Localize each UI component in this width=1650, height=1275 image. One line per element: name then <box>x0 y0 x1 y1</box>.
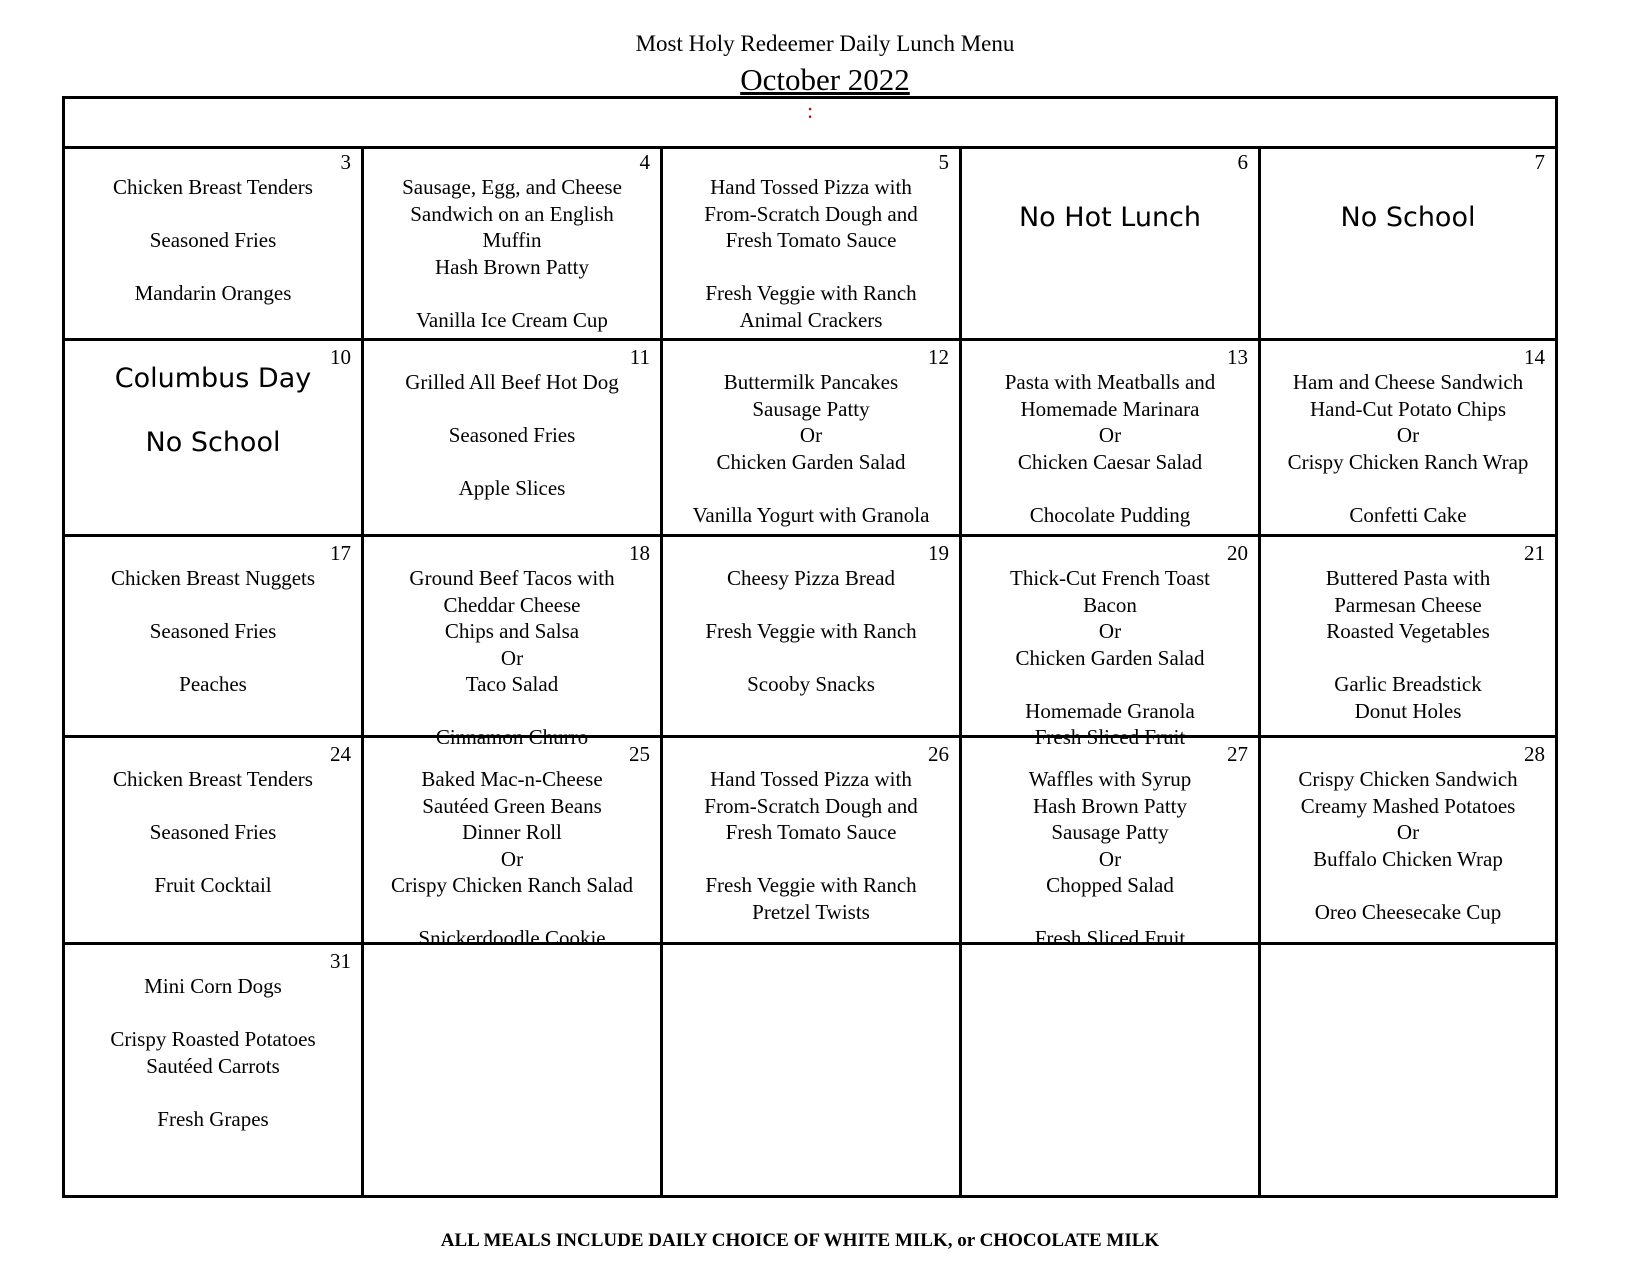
menu-spacer <box>65 1000 361 1027</box>
day-cell <box>1261 738 1555 942</box>
day-cell <box>663 146 962 338</box>
menu-item: Or <box>1396 423 1420 447</box>
menu-item: Cheddar Cheese <box>443 592 581 617</box>
day-number: 3 <box>340 150 351 174</box>
menu-item: Creamy Mashed Potatoes <box>1300 793 1516 818</box>
day-number: 27 <box>1227 742 1248 766</box>
menu-item: Fruit Cocktail <box>154 873 272 897</box>
day-cell <box>962 341 1261 534</box>
menu-item: Sausage Patty <box>1051 820 1169 844</box>
menu-item: From-Scratch Dough and <box>704 793 918 818</box>
menu-item: Sautéed Carrots <box>146 1053 280 1078</box>
menu-spacer <box>65 592 361 619</box>
menu-spacer <box>364 449 660 476</box>
menu-spacer <box>65 793 361 820</box>
day-menu <box>962 369 1258 528</box>
menu-item: Hand-Cut Potato Chips <box>1309 396 1506 421</box>
menu-item: Chicken Breast Nuggets <box>110 566 316 590</box>
menu-item: Ham and Cheese Sandwich <box>1292 370 1524 394</box>
menu-item: Crispy Roasted Potatoes <box>110 1027 316 1051</box>
menu-item: Vanilla Yogurt with Granola <box>692 502 930 527</box>
menu-item: Fresh Sliced Fruit <box>1034 926 1186 950</box>
menu-item: Apple Slices <box>458 476 566 500</box>
day-cell <box>962 146 1261 338</box>
menu-item: Sausage Patty <box>752 396 870 421</box>
day-menu <box>364 565 660 751</box>
menu-item: Or <box>799 423 823 447</box>
menu-item: Animal Crackers <box>739 307 883 332</box>
day-number: 11 <box>629 345 650 369</box>
menu-item: Snickerdoodle Cookie <box>418 926 606 950</box>
menu-item: Vanilla Ice Cream Cup <box>416 307 608 332</box>
day-menu <box>1261 565 1555 724</box>
day-menu <box>65 766 361 899</box>
menu-item: Waffles with Syrup <box>1028 767 1192 791</box>
week-row <box>65 738 1555 950</box>
menu-spacer <box>65 201 361 228</box>
day-cell <box>65 537 364 735</box>
day-number: 31 <box>330 949 351 973</box>
day-number: 10 <box>330 345 351 369</box>
calendar-header-row <box>65 99 1555 149</box>
day-cell <box>1261 537 1555 735</box>
day-notice: No Hot Lunch <box>1018 202 1202 233</box>
menu-item: Chocolate Pudding <box>1029 502 1191 527</box>
menu-item: Hash Brown Patty <box>435 254 589 279</box>
menu-item: Garlic Breadstick <box>1334 672 1482 696</box>
menu-item: Sandwich on an English <box>410 201 614 226</box>
menu-spacer <box>364 280 660 307</box>
menu-item: Chicken Caesar Salad <box>1017 449 1203 474</box>
menu-item: Mandarin Oranges <box>134 281 292 305</box>
menu-item: Chicken Breast Tenders <box>113 767 313 791</box>
day-menu <box>65 973 361 1132</box>
menu-item: Thick-Cut French Toast <box>1010 566 1210 590</box>
menu-spacer <box>1261 645 1555 672</box>
day-cell <box>364 341 663 534</box>
day-cell <box>65 945 364 1195</box>
day-number: 12 <box>928 345 949 369</box>
menu-item: Crispy Chicken Ranch Wrap <box>1287 449 1529 474</box>
menu-item: Scooby Snacks <box>747 672 875 696</box>
menu-item: Or <box>1396 820 1420 844</box>
day-cell <box>663 537 962 735</box>
day-number: 7 <box>1534 150 1545 174</box>
day-cell <box>65 341 364 534</box>
menu-item: Baked Mac-n-Cheese <box>421 767 603 791</box>
day-menu <box>962 565 1258 751</box>
menu-item: Chicken Breast Tenders <box>113 175 313 199</box>
day-number: 25 <box>629 742 650 766</box>
day-cell <box>962 537 1261 749</box>
day-notice: Columbus Day <box>114 363 312 394</box>
menu-spacer <box>1261 475 1555 502</box>
day-menu <box>364 174 660 333</box>
menu-item: Sautéed Green Beans <box>422 793 602 818</box>
lunch-calendar <box>62 96 1558 1198</box>
menu-spacer <box>962 475 1258 502</box>
day-number: 28 <box>1524 742 1545 766</box>
menu-item: Or <box>1098 423 1122 447</box>
milk-note: ALL MEALS INCLUDE DAILY CHOICE OF WHITE MILK, or CHOCOLATE MILK <box>440 1230 1160 1251</box>
day-number: 21 <box>1524 541 1545 565</box>
week-row <box>65 945 1555 1195</box>
day-number: 4 <box>639 150 650 174</box>
menu-title: Most Holy Redeemer Daily Lunch Menu <box>635 31 1015 56</box>
menu-item: Ground Beef Tacos with <box>409 566 615 590</box>
day-number: 5 <box>938 150 949 174</box>
menu-item: Seasoned Fries <box>448 423 576 447</box>
menu-item: Cinnamon Churro <box>435 725 589 749</box>
menu-item: Grilled All Beef Hot Dog <box>405 370 619 394</box>
menu-item: Roasted Vegetables <box>1326 619 1490 643</box>
menu-item: Donut Holes <box>1354 698 1462 723</box>
menu-item: Sausage, Egg, and Cheese <box>402 175 622 199</box>
day-menu <box>364 369 660 502</box>
menu-item: Crispy Chicken Sandwich <box>1298 767 1518 791</box>
menu-item: Pasta with Meatballs and <box>1004 370 1216 394</box>
day-number: 14 <box>1524 345 1545 369</box>
menu-item: Muffin <box>482 228 542 252</box>
day-menu <box>364 766 660 952</box>
day-number: 13 <box>1227 345 1248 369</box>
menu-item: Mini Corn Dogs <box>144 974 282 998</box>
menu-item: Fresh Veggie with Ranch <box>705 281 917 305</box>
day-cell <box>65 738 364 942</box>
menu-item: Homemade Marinara <box>1020 396 1200 421</box>
menu-spacer <box>65 846 361 873</box>
menu-item: Buttermilk Pancakes <box>723 370 899 394</box>
menu-item: Fresh Grapes <box>157 1106 269 1131</box>
menu-item: Or <box>500 846 524 871</box>
menu-item: Buttered Pasta with <box>1325 566 1491 590</box>
menu-item: Confetti Cake <box>1349 502 1467 527</box>
day-number: 20 <box>1227 541 1248 565</box>
menu-item: Dinner Roll <box>462 820 562 844</box>
menu-spacer <box>663 254 959 281</box>
week-row <box>65 341 1555 537</box>
menu-item: Or <box>500 645 524 670</box>
menu-item: Fresh Tomato Sauce <box>725 228 897 252</box>
menu-item: Crispy Chicken Ranch Salad <box>390 873 634 897</box>
menu-spacer <box>65 645 361 672</box>
day-cell <box>65 146 364 338</box>
menu-item: Bacon <box>1083 592 1137 617</box>
menu-item: Or <box>1098 619 1122 643</box>
menu-spacer <box>663 592 959 619</box>
day-menu <box>65 174 361 307</box>
menu-spacer <box>364 698 660 725</box>
menu-item: Fresh Veggie with Ranch <box>705 873 917 897</box>
menu-item: Fresh Veggie with Ranch <box>705 619 917 643</box>
menu-spacer <box>962 899 1258 926</box>
menu-item: Pretzel Twists <box>752 899 870 924</box>
menu-item: Hand Tossed Pizza with <box>710 175 912 199</box>
day-menu <box>663 369 959 528</box>
menu-item: Hand Tossed Pizza with <box>710 767 912 791</box>
menu-item: Parmesan Cheese <box>1334 592 1482 617</box>
menu-item: Chopped Salad <box>1046 873 1174 897</box>
menu-spacer <box>364 899 660 926</box>
week-row <box>65 146 1555 341</box>
menu-spacer <box>663 475 959 502</box>
day-cell <box>364 146 663 338</box>
menu-item: Chicken Garden Salad <box>716 449 906 474</box>
day-menu <box>65 565 361 698</box>
day-number: 24 <box>330 742 351 766</box>
header-mark: : <box>806 98 814 123</box>
day-number: 26 <box>928 742 949 766</box>
day-menu <box>962 766 1258 952</box>
menu-item: Hash Brown Patty <box>1033 793 1187 818</box>
menu-item: Fresh Sliced Fruit <box>1034 725 1186 749</box>
menu-item: Peaches <box>179 672 247 696</box>
day-cell <box>962 738 1261 950</box>
day-menu <box>663 565 959 698</box>
menu-spacer <box>65 254 361 281</box>
day-number: 19 <box>928 541 949 565</box>
month-title: October 2022 <box>740 62 910 97</box>
day-number: 18 <box>629 541 650 565</box>
menu-item: Taco Salad <box>465 672 559 696</box>
day-menu <box>663 174 959 333</box>
week-row <box>65 537 1555 749</box>
menu-item: Chips and Salsa <box>444 619 580 643</box>
menu-item: Buffalo Chicken Wrap <box>1313 846 1503 871</box>
menu-item: Chicken Garden Salad <box>1015 645 1205 670</box>
menu-item: From-Scratch Dough and <box>704 201 918 226</box>
day-menu <box>1261 766 1555 925</box>
day-cell <box>364 945 663 1195</box>
day-notice: No School <box>1340 202 1476 233</box>
day-cell <box>364 738 663 950</box>
day-menu <box>663 766 959 925</box>
menu-item: Seasoned Fries <box>149 820 277 844</box>
day-cell <box>663 945 962 1195</box>
menu-item: Or <box>1098 846 1122 871</box>
menu-spacer <box>663 645 959 672</box>
day-cell <box>1261 945 1555 1195</box>
menu-item: Seasoned Fries <box>149 619 277 643</box>
day-cell <box>1261 146 1555 338</box>
menu-spacer <box>364 396 660 423</box>
menu-item: Cheesy Pizza Bread <box>727 566 895 590</box>
menu-spacer <box>962 671 1258 698</box>
menu-spacer <box>663 846 959 873</box>
day-number: 6 <box>1237 150 1248 174</box>
menu-item: Oreo Cheesecake Cup <box>1314 899 1502 924</box>
menu-item: Homemade Granola <box>1025 698 1195 723</box>
menu-item: Seasoned Fries <box>149 228 277 252</box>
day-cell <box>663 738 962 942</box>
day-cell <box>962 945 1261 1195</box>
menu-spacer <box>65 1079 361 1106</box>
day-number: 17 <box>330 541 351 565</box>
day-cell <box>663 341 962 534</box>
day-notice: No School <box>145 427 281 458</box>
menu-item: Fresh Tomato Sauce <box>725 820 897 844</box>
menu-spacer <box>1261 872 1555 899</box>
day-cell <box>364 537 663 749</box>
day-cell <box>1261 341 1555 534</box>
day-menu <box>1261 369 1555 528</box>
